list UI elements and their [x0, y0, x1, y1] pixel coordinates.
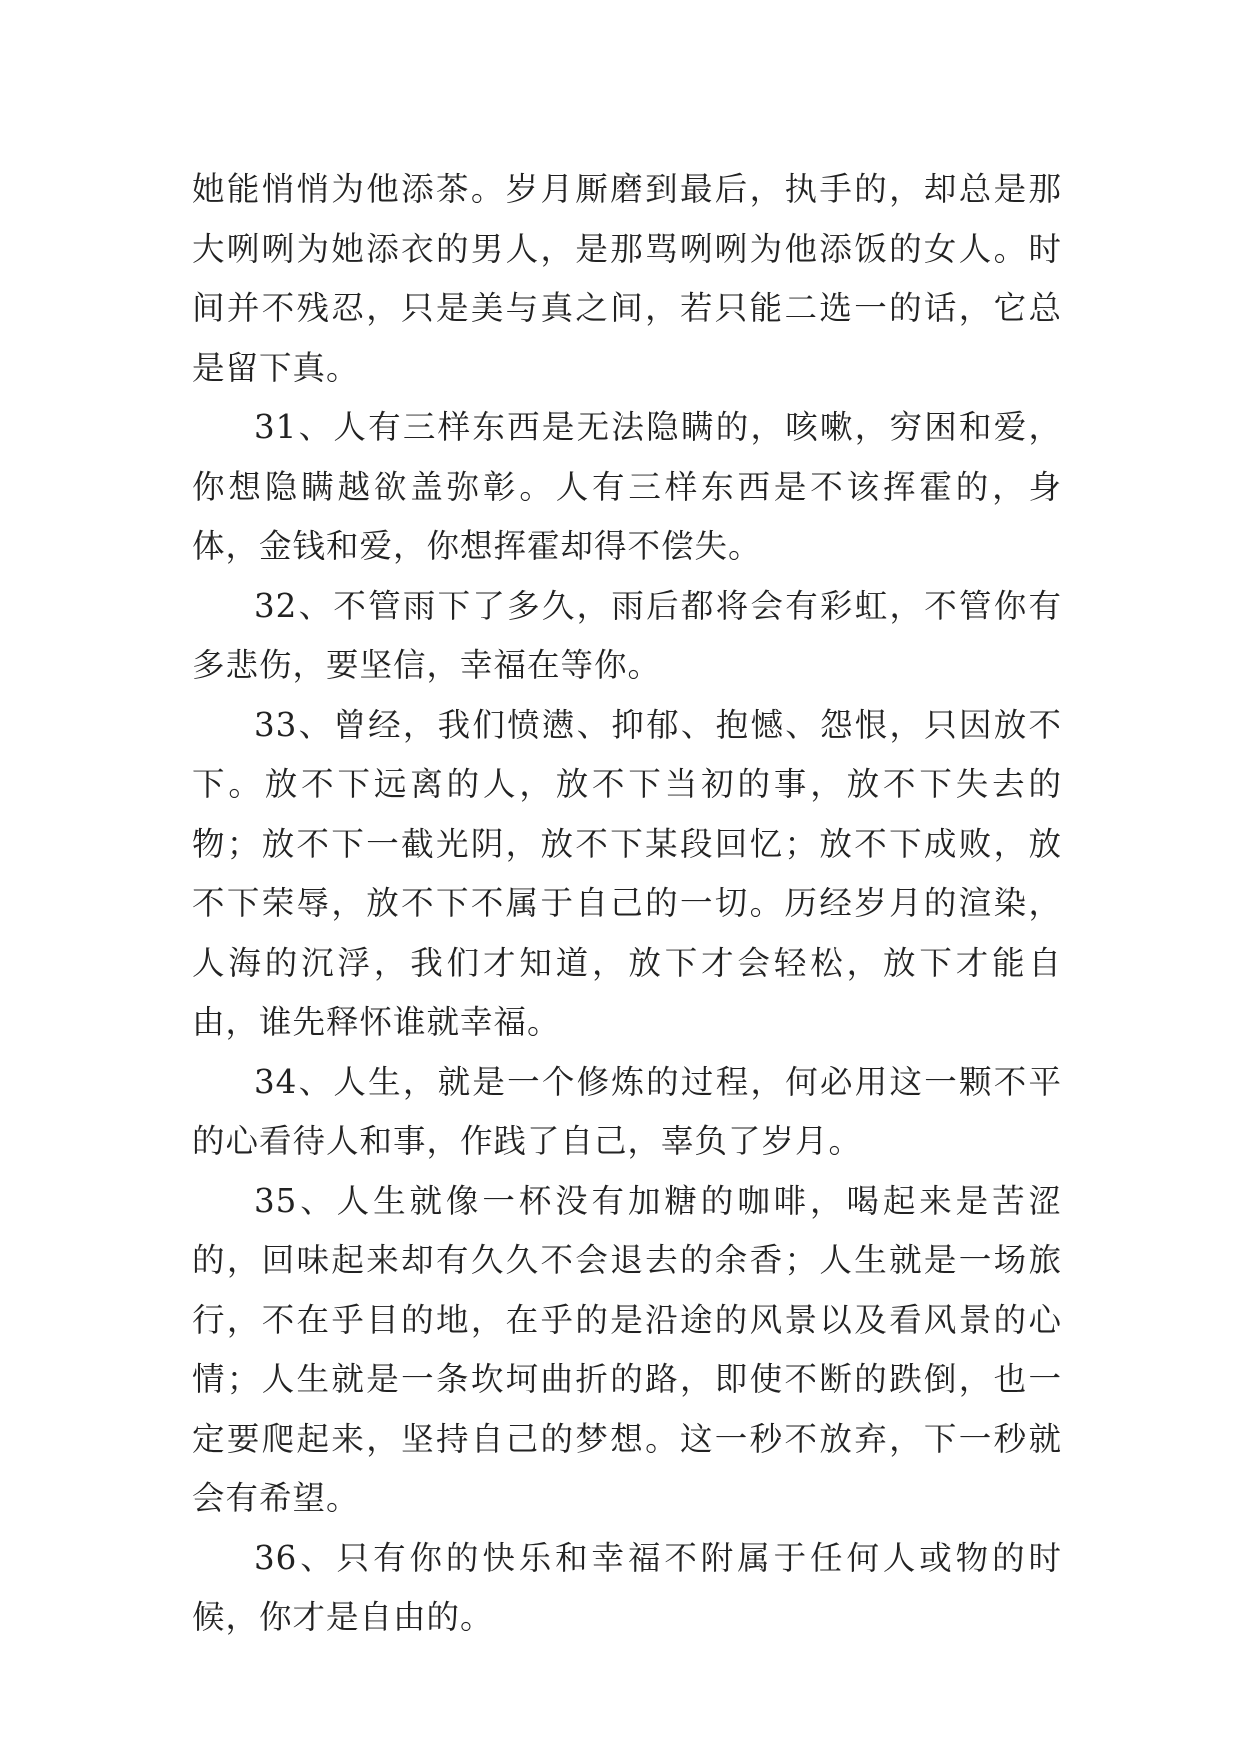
- document-body: [192, 160, 1062, 1648]
- paragraph-32: 32、不管雨下了多久，雨后都将会有彩虹，不管你有多悲伤，要坚信，幸福在等你。: [192, 586, 1062, 684]
- paragraph-31: 31、人有三样东西是无法隐瞒的，咳嗽，穷困和爱，你想隐瞒越欲盖弥彰。人有三样东西是不该挥霍的，身体，金钱和爱，你想挥霍却得不偿失。: [192, 408, 1062, 565]
- paragraph-34: 34、人生，就是一个修炼的过程，何必用这一颗不平的心看待人和事，作践了自己，辜负了岁月。: [192, 1062, 1062, 1160]
- paragraph-33: 33、曾经，我们愤懑、抑郁、抱憾、怨恨，只因放不下。放不下远离的人，放不下当初的事，放不下失去的物；放不下一截光阴，放不下某段回忆；放不下成败，放不下荣辱，放不下不属于自己的一切。历经岁月的渲染，人海的沉浮，我们才知道，放下才会轻松，放下才能自由，谁先释怀谁就幸福。: [192, 705, 1062, 1041]
- paragraph-continued: 她能悄悄为他添茶。岁月厮磨到最后，执手的，却总是那大咧咧为她添衣的男人，是那骂咧咧为他添饭的女人。时间并不残忍，只是美与真之间，若只能二选一的话，它总是留下真。: [192, 170, 1062, 387]
- paragraph-35: 35、人生就像一杯没有加糖的咖啡，喝起来是苦涩的，回味起来却有久久不会退去的余香；人生就是一场旅行，不在乎目的地，在乎的是沿途的风景以及看风景的心情；人生就是一条坎坷曲折的路，即使不断的跌倒，也一定要爬起来，坚持自己的梦想。这一秒不放弃，下一秒就会有希望。: [192, 1181, 1062, 1517]
- paragraph-36: 36、只有你的快乐和幸福不附属于任何人或物的时候，你才是自由的。: [192, 1538, 1062, 1636]
